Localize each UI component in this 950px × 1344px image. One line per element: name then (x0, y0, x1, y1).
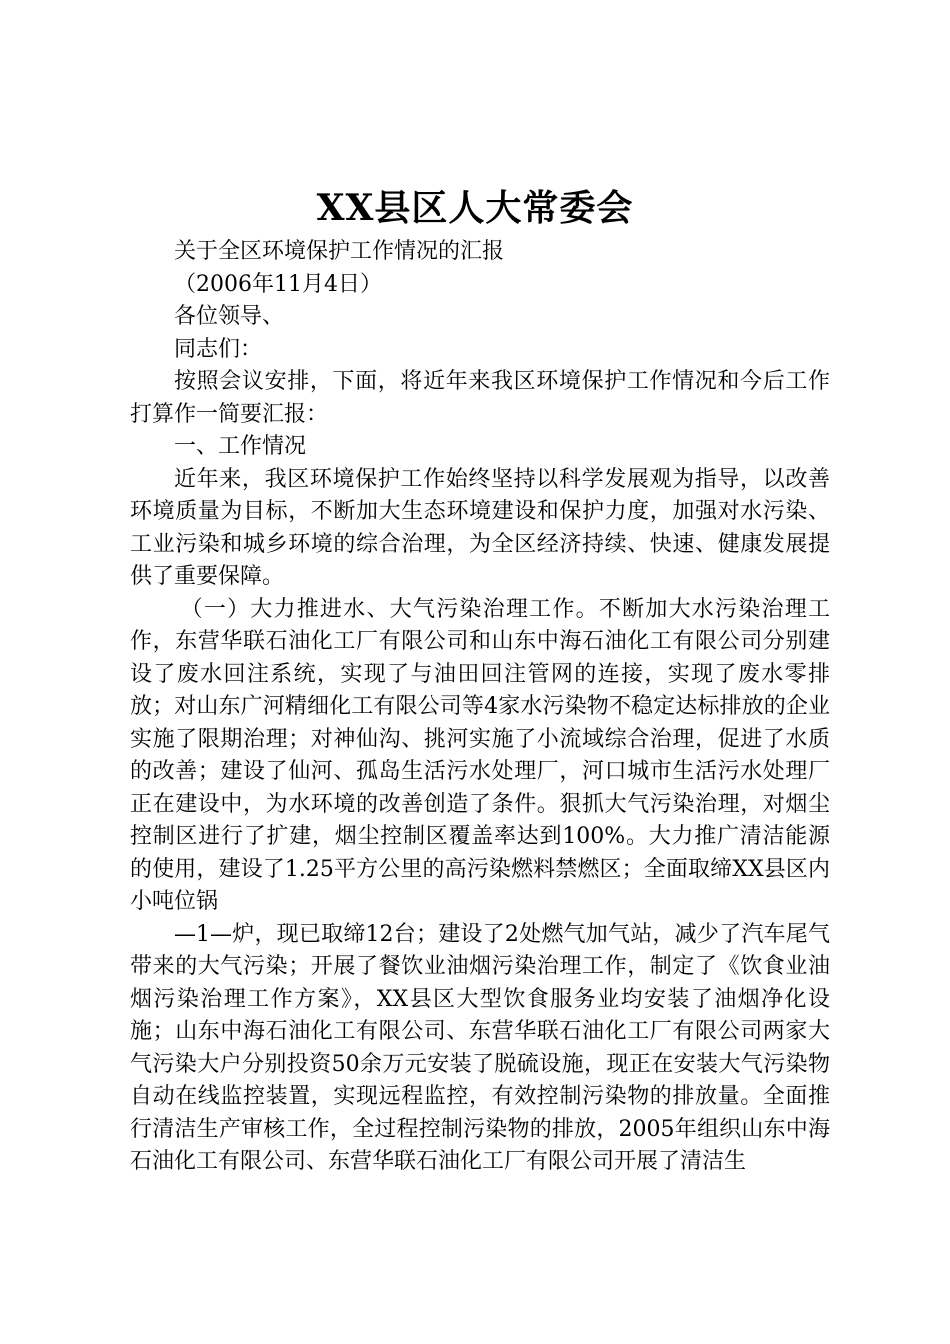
intro-paragraph: 按照会议安排，下面，将近年来我区环境保护工作情况和今后工作打算作一简要汇报： (130, 369, 830, 427)
continuation-paragraph: —1—炉，现已取缔12台；建设了2处燃气加气站，减少了汽车尾气带来的大气污染；开展了餐饮业油烟污染治理工作，制定了《饮食业油烟污染治理工作方案》，XX县区大型饮食服务业均安装了油烟净化设施；山东中海石油化工有限公司、东营华联石油化工厂有限公司两家大气污染大户分别投资50余万元安装了脱硫设施，现正在安装大气污染物自动在线监控装置，实现远程监控，有效控制污染物的排放量。全面推行清洁生产审核工作，全过程控制污染物的排放，2005年组织山东中海石油化工有限公司、东营华联石油化工厂有限公司开展了清洁生 (130, 921, 830, 1174)
document-body (130, 236, 830, 1179)
pollution-control-paragraph: （一）大力推进水、大气污染治理工作。不断加大水污染治理工作，东营华联石油化工厂有限公司和山东中海石油化工有限公司分别建设了废水回注系统，实现了与油田回注管网的连接，实现了废水零排放；对山东广河精细化工有限公司等4家水污染物不稳定达标排放的企业实施了限期治理；对神仙沟、挑河实施了小流域综合治理，促进了水质的改善；建设了仙河、孤岛生活污水处理厂，河口城市生活污水处理厂正在建设中，为水环境的改善创造了条件。狠抓大气污染治理，对烟尘控制区进行了扩建，烟尘控制区覆盖率达到100%。大力推广清洁能源的使用，建设了1.25平方公里的高污染燃料禁燃区；全面取缔XX县区内小吨位锅 (130, 596, 830, 914)
overview-paragraph: 近年来，我区环境保护工作始终坚持以科学发展观为指导，以改善环境质量为目标，不断加大生态环境建设和保护力度，加强对水污染、工业污染和城乡环境的综合治理，为全区经济持续、快速、健康发展提供了重要保障。 (130, 466, 830, 589)
salutation-line-1: 各位领导、 (174, 304, 285, 329)
document-title: XX县区人大常委会 (316, 187, 634, 229)
section-heading: 一、工作情况 (174, 434, 307, 459)
report-subject: 关于全区环境保护工作情况的汇报 (174, 239, 505, 264)
report-date: （2006年11月4日） (174, 271, 382, 297)
salutation-line-2: 同志们： (174, 336, 263, 362)
